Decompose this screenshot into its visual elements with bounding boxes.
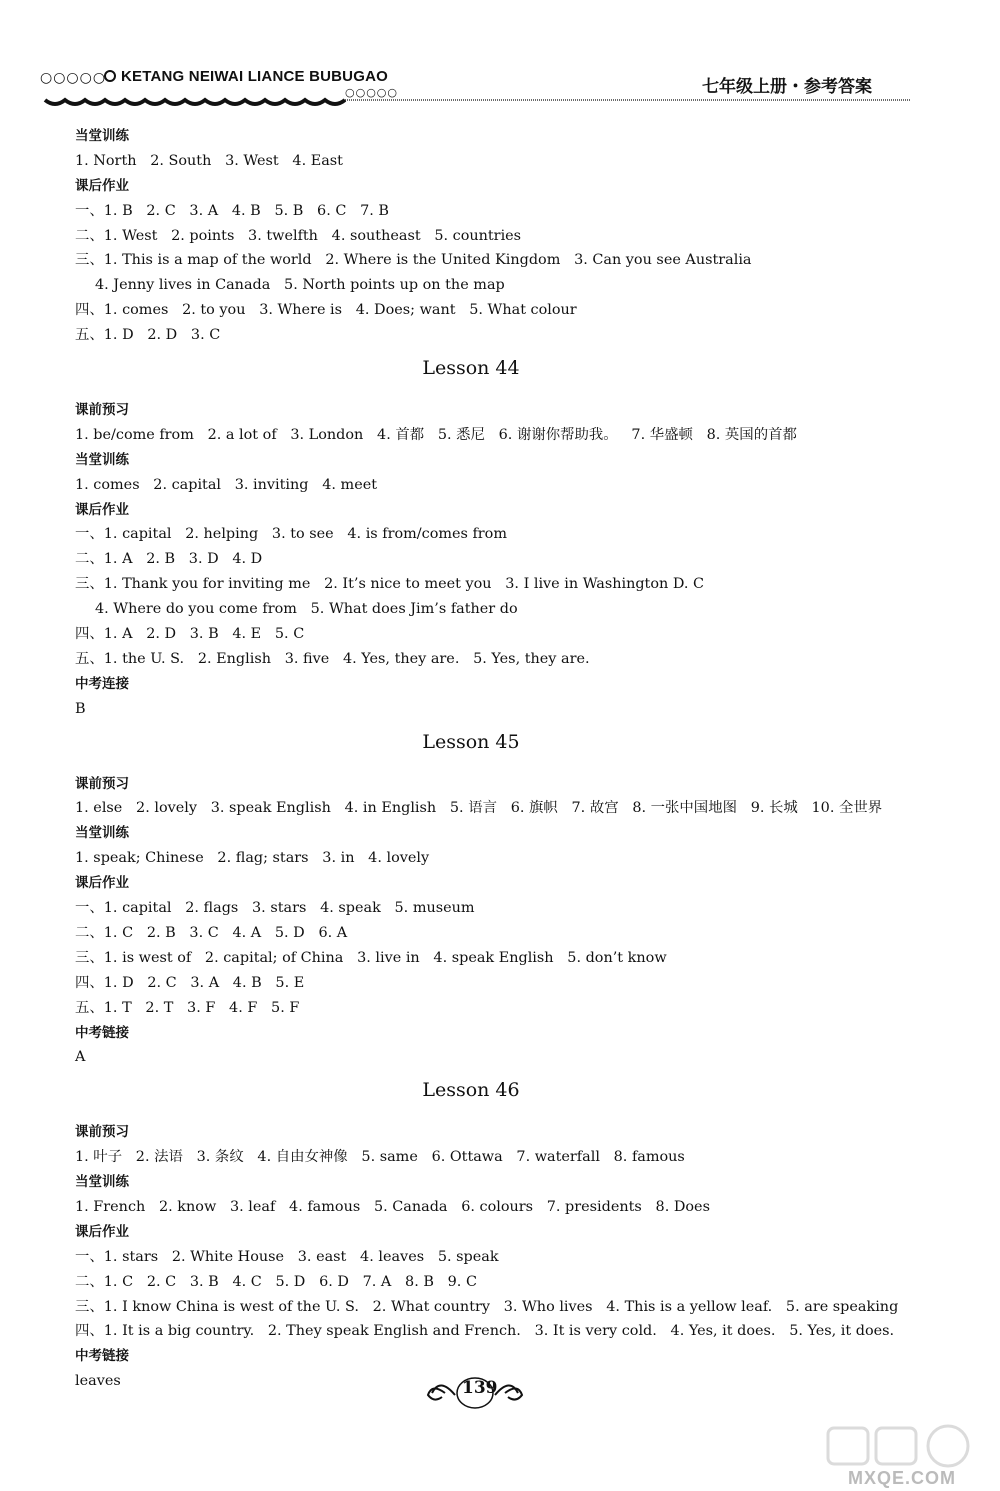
- section-label: [75, 124, 935, 149]
- line-text: 当堂训练: [75, 825, 129, 842]
- section-label: [75, 672, 935, 697]
- line-text: 1. 叶子 2. 法语 3. 条纹 4. 自由女神像 5. same 6. Ottawa 7. waterfall 8. famous: [75, 1149, 685, 1166]
- answer-line: [75, 622, 935, 647]
- page-number: 139: [462, 1378, 498, 1398]
- line-text: 当堂训练: [75, 1174, 129, 1191]
- section-label: [75, 174, 935, 199]
- line-text: 五、1. the U. S. 2. English 3. five 4. Yes, they are. 5. Yes, they are.: [75, 650, 590, 667]
- line-text: 4. Jenny lives in Canada 5. North points up on the map: [95, 277, 505, 294]
- line-text: 三、1. I know China is west of the U. S. 2. What country 3. Who lives 4. This is a yellow leaf. 5. are speaking: [75, 1298, 899, 1315]
- line-text: 当堂训练: [75, 451, 129, 468]
- line-text: 1. else 2. lovely 3. speak English 4. in English 5. 语言 6. 旗帜 7. 故宫 8. 一张中国地图 9. 长城 10. 全世界: [75, 800, 883, 817]
- line-text: 三、1. Thank you for inviting me 2. It’s nice to meet you 3. I live in Washington D. C: [75, 576, 705, 593]
- line-text: 1. French 2. know 3. leaf 4. famous 5. Canada 6. colours 7. presidents 8. Does: [75, 1198, 710, 1215]
- page-number-ornament: [0, 1365, 1000, 1425]
- answer-line: [75, 1195, 935, 1220]
- line-text: 中考链接: [75, 1348, 129, 1365]
- line-text: 1. comes 2. capital 3. inviting 4. meet: [75, 476, 378, 493]
- section-label: [75, 1170, 935, 1195]
- lesson-heading: [75, 348, 935, 398]
- answer-line: [75, 1270, 935, 1295]
- header-divider: [0, 94, 1000, 110]
- lesson-title-text: Lesson 45: [422, 730, 520, 753]
- lesson-heading: [75, 722, 935, 772]
- answer-line: [75, 697, 935, 722]
- section-label: [75, 398, 935, 423]
- line-text: 三、1. This is a map of the world 2. Where is the United Kingdom 3. Can you see Australia: [75, 252, 752, 269]
- answer-line: [75, 273, 935, 298]
- answer-line: [75, 473, 935, 498]
- section-label: [75, 772, 935, 797]
- answer-line: [75, 248, 935, 273]
- line-text: 三、1. is west of 2. capital; of China 3. live in 4. speak English 5. don’t know: [75, 949, 667, 966]
- line-text: 课前预习: [75, 402, 129, 419]
- header-brand: [104, 68, 388, 85]
- line-text: 二、1. C 2. C 3. B 4. C 5. D 6. D 7. A 8. B 9. C: [75, 1273, 477, 1290]
- line-text: 五、1. D 2. D 3. C: [75, 327, 221, 344]
- watermark-text: MXQE.COM: [848, 1468, 957, 1488]
- page-header: [0, 0, 1000, 110]
- line-text: 一、1. capital 2. flags 3. stars 4. speak 5. museum: [75, 900, 475, 917]
- answer-line: [75, 846, 935, 871]
- line-text: 课后作业: [75, 1223, 129, 1240]
- line-text: 课后作业: [75, 875, 129, 892]
- line-text: 一、1. capital 2. helping 3. to see 4. is from/comes from: [75, 526, 507, 543]
- header-dots-right: ○○○○○: [345, 86, 398, 99]
- section-label: [75, 1220, 935, 1245]
- section-label: [75, 1021, 935, 1046]
- answer-line: [75, 921, 935, 946]
- lesson-heading: [75, 1070, 935, 1120]
- answer-line: [75, 522, 935, 547]
- section-label: [75, 1120, 935, 1145]
- line-text: 五、1. T 2. T 3. F 4. F 5. F: [75, 999, 300, 1016]
- line-text: leaves: [75, 1373, 121, 1390]
- line-text: 一、1. B 2. C 3. A 4. B 5. B 6. C 7. B: [75, 202, 389, 219]
- answer-line: [75, 796, 935, 821]
- header-dots-left: ○○○○○: [40, 70, 107, 86]
- answer-line: [75, 1295, 935, 1320]
- line-text: 二、1. West 2. points 3. twelfth 4. southeast 5. countries: [75, 227, 522, 244]
- line-text: 四、1. It is a big country. 2. They speak English and French. 3. It is very cold. 4. Yes, it does. 5. Yes, it does.: [75, 1323, 895, 1340]
- line-text: 课前预习: [75, 1124, 129, 1141]
- section-label: [75, 448, 935, 473]
- header-title: 七年级上册・参考答案: [702, 77, 872, 97]
- answer-line: [75, 298, 935, 323]
- line-text: 四、1. D 2. C 3. A 4. B 5. E: [75, 974, 305, 991]
- answer-line: [75, 423, 935, 448]
- line-text: 课后作业: [75, 177, 129, 194]
- line-text: 课前预习: [75, 775, 129, 792]
- answer-line: [75, 971, 935, 996]
- line-text: 四、1. comes 2. to you 3. Where is 4. Does; want 5. What colour: [75, 302, 577, 319]
- answer-line: [75, 597, 935, 622]
- line-text: 二、1. A 2. B 3. D 4. D: [75, 551, 263, 568]
- section-label: [75, 821, 935, 846]
- answer-line: [75, 647, 935, 672]
- answer-line: [75, 547, 935, 572]
- line-text: 1. speak; Chinese 2. flag; stars 3. in 4. lovely: [75, 850, 430, 867]
- line-text: 二、1. C 2. B 3. C 4. A 5. D 6. A: [75, 924, 348, 941]
- line-text: B: [75, 700, 86, 717]
- answer-line: [75, 1245, 935, 1270]
- line-text: 中考链接: [75, 1024, 129, 1041]
- answer-line: [75, 1145, 935, 1170]
- line-text: 中考连接: [75, 675, 129, 692]
- lesson-title-text: Lesson 46: [422, 1079, 520, 1102]
- answer-content: [75, 124, 935, 1394]
- brand-logo-icon: [104, 70, 116, 82]
- line-text: 一、1. stars 2. White House 3. east 4. leaves 5. speak: [75, 1248, 499, 1265]
- lesson-title-text: Lesson 44: [422, 357, 520, 380]
- answer-line: [75, 149, 935, 174]
- line-text: 四、1. A 2. D 3. B 4. E 5. C: [75, 626, 305, 643]
- section-label: [75, 871, 935, 896]
- section-label: [75, 498, 935, 523]
- answer-line: [75, 224, 935, 249]
- line-text: 课后作业: [75, 501, 129, 518]
- line-text: A: [75, 1049, 86, 1066]
- answer-line: [75, 323, 935, 348]
- line-text: 当堂训练: [75, 128, 129, 144]
- answer-line: [75, 896, 935, 921]
- answer-line: [75, 199, 935, 224]
- line-text: 1. North 2. South 3. West 4. East: [75, 152, 343, 169]
- answer-line: [75, 1045, 935, 1070]
- answer-line: [75, 572, 935, 597]
- answer-line: [75, 946, 935, 971]
- answer-line: [75, 1319, 935, 1344]
- line-text: 4. Where do you come from 5. What does Jim’s father do: [95, 601, 518, 618]
- page-footer: [0, 1365, 1000, 1425]
- answer-line: [75, 996, 935, 1021]
- header-brand-text: KETANG NEIWAI LIANCE BUBUGAO: [121, 68, 388, 85]
- line-text: 1. be/come from 2. a lot of 3. London 4. 首都 5. 悉尼 6. 谢谢你帮助我。 7. 华盛顿 8. 英国的首都: [75, 426, 797, 443]
